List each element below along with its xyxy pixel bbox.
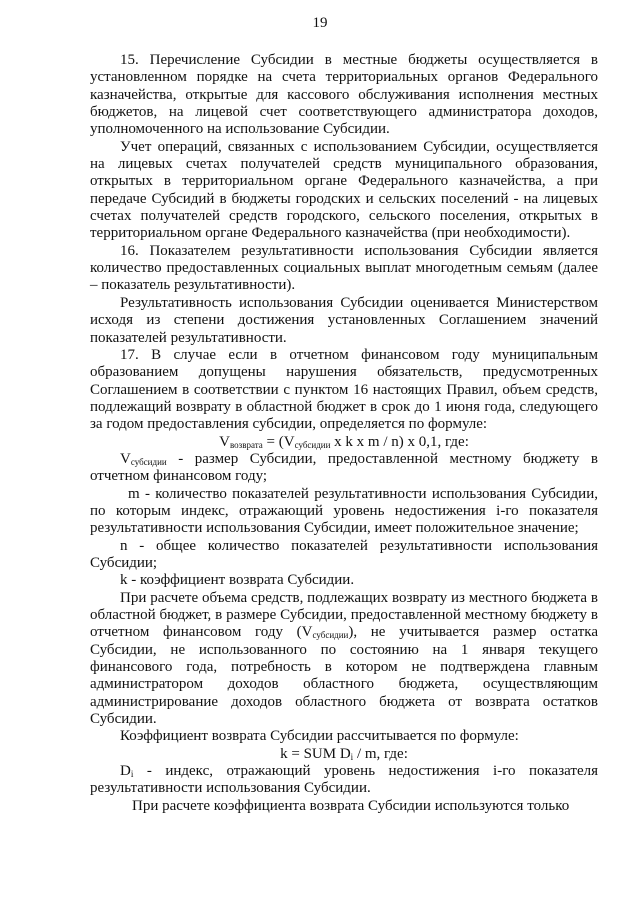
paragraph-def-k: k - коэффициент возврата Субсидии. [120, 572, 355, 589]
paragraph-def-d: $D_i$ - индекс, отражающий уровень недостижения i-го показателя результативности использования Субсидии. [90, 763, 598, 797]
paragraph-p-last: При расчете коэффициента возврата Субсидии используются только [132, 797, 570, 814]
formula-formula-k: k = SUM $D_i$ / m, где: [280, 745, 408, 762]
paragraph-p-coef: Коэффициент возврата Субсидии рассчитывается по формуле: [120, 728, 519, 745]
document-body [90, 52, 598, 815]
paragraph-def-n: n - общее количество показателей результативности использования Субсидии; [90, 537, 598, 571]
paragraph-def-m: m - количество показателей результативности использования Субсидии, по которым индекс, отражающий уровень недостижения i-го показателя результативности использования Субсидии, имеет положительное значение; [90, 485, 598, 537]
paragraph-p-calc: При расчете объема средств, подлежащих возврату из местного бюджета в областной бюджет, в размере Субсидии, предоставленной местному бюджету в отчетном финансовом году $(V_{субсидии})$, не учитывается размер остатка Субсидии, не использованного по состоянию на 1 января текущего финансового года, потребность в котором не подтверждена главным администратором доходов областного бюджета, осуществляющим администрирование доходов областного бюджета от возврата остатков Субсидии. [90, 589, 598, 728]
formula-formula-v: $V_{возврата} = (V_{субсидии}$ x k x m / n) x 0,1, где: [219, 433, 469, 450]
paragraph-p15: 15. Перечисление Субсидии в местные бюджеты осуществляется в установленном порядке на счета территориальных органов Федерального казначейства, открытые для кассового обслуживания исполнения местных бюджетов, на лицевой счет соответствующего администратора доходов, уполномоченного на использование Субсидии. [90, 52, 598, 138]
page-number: 19 [312, 15, 328, 31]
paragraph-def-v: $V_{субсидии}$ - размер Субсидии, предоставленной местному бюджету в отчетном финансовом году; [90, 450, 598, 485]
paragraph-p-effectiveness: Результативность использования Субсидии оценивается Министерством исходя из степени достижения установленных Соглашением значений показателей результативности. [90, 294, 598, 346]
paragraph-p16: 16. Показателем результативности использования Субсидии является количество предоставленных социальных выплат многодетным семьям (далее – показатель результативности). [90, 242, 598, 294]
paragraph-p-accounting: Учет операций, связанных с использованием Субсидии, осуществляется на лицевых счетах получателей средств муниципального образования, открытых в территориальном органе Федерального казначейства, а при передаче Субсидий в бюджеты городских и сельских поселений - на лицевых счетах получателей средств городского, сельского поселения, открытых в территориальном органе Федерального казначейства (при необходимости). [90, 138, 598, 242]
paragraph-p17: 17. В случае если в отчетном финансовом году муниципальным образованием допущены нарушения обязательств, предусмотренных Соглашением в соответствии с пунктом 16 настоящих Правил, объем средств, подлежащий возврату в областной бюджет в срок до 1 июня года, следующего за годом предоставления субсидии, определяется по формуле: [90, 346, 598, 433]
